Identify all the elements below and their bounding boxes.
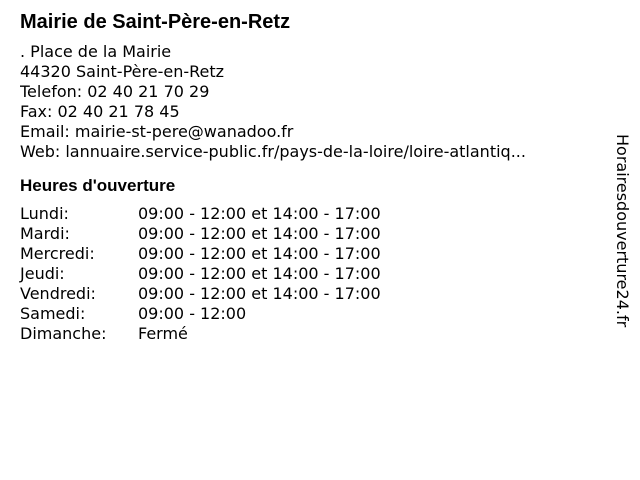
address-city: 44320 Saint-Père-en-Retz — [20, 62, 225, 81]
hours-row-friday — [20, 284, 381, 304]
day-label: Jeudi: — [20, 264, 65, 283]
day-label: Dimanche: — [20, 324, 107, 343]
day-label: Samedi: — [20, 304, 86, 323]
opening-hours-table — [20, 204, 381, 344]
site-watermark: Horairesdouverture24.fr — [613, 134, 632, 328]
day-hours: 09:00 - 12:00 et 14:00 - 17:00 — [138, 224, 381, 243]
contact-info — [20, 42, 610, 162]
hours-row-sunday — [20, 324, 381, 344]
business-card — [20, 10, 610, 344]
hours-row-thursday — [20, 264, 381, 284]
page-title: Mairie de Saint-Père-en-Retz — [20, 11, 291, 33]
fax-number: Fax: 02 40 21 78 45 — [20, 102, 180, 121]
hours-row-wednesday — [20, 244, 381, 264]
hours-row-monday — [20, 204, 381, 224]
day-label: Mardi: — [20, 224, 70, 243]
email-address: Email: mairie-st-pere@wanadoo.fr — [20, 122, 294, 141]
day-label: Lundi: — [20, 204, 69, 223]
phone-number: Telefon: 02 40 21 70 29 — [20, 82, 210, 101]
day-hours: 09:00 - 12:00 — [138, 304, 247, 323]
hours-row-tuesday — [20, 224, 381, 244]
hours-row-saturday — [20, 304, 381, 324]
day-label: Mercredi: — [20, 244, 95, 263]
day-hours: 09:00 - 12:00 et 14:00 - 17:00 — [138, 284, 381, 303]
address-street: . Place de la Mairie — [20, 42, 172, 61]
day-hours: Fermé — [138, 324, 188, 343]
day-hours: 09:00 - 12:00 et 14:00 - 17:00 — [138, 204, 381, 223]
opening-hours-heading: Heures d'ouverture — [20, 176, 176, 195]
day-hours: 09:00 - 12:00 et 14:00 - 17:00 — [138, 244, 381, 263]
day-label: Vendredi: — [20, 284, 96, 303]
day-hours: 09:00 - 12:00 et 14:00 - 17:00 — [138, 264, 381, 283]
website-link[interactable]: Web: lannuaire.service-public.fr/pays-de-la-loire/loire-atlantiq... — [20, 142, 526, 161]
